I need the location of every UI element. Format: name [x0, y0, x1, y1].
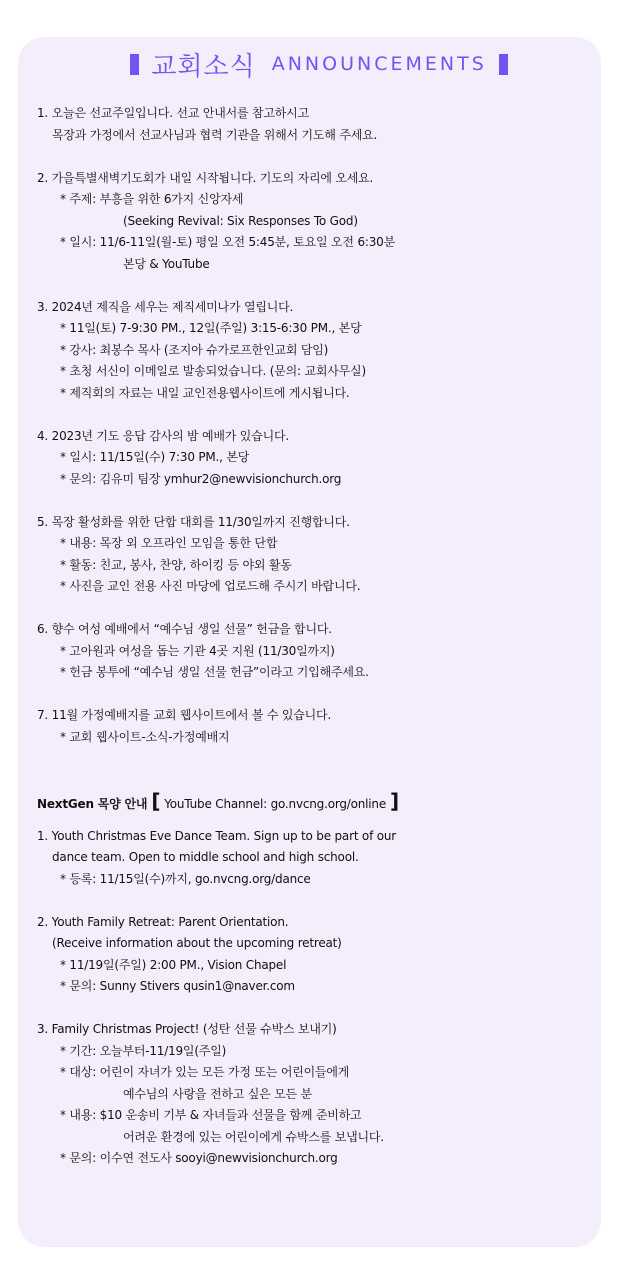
- announcement-line: * 사진을 교인 전용 사진 마당에 업로드해 주시기 바랍니다.: [60, 579, 361, 593]
- nextgen-item-2: [37, 912, 597, 998]
- nextgen-line: * 문의: 이수연 전도사 sooyi@newvisionchurch.org: [60, 1151, 338, 1165]
- announcement-item-3: [37, 297, 597, 405]
- announcement-line: (Seeking Revival: Six Responses To God): [123, 213, 358, 228]
- announcement-line: 본당 & YouTube: [123, 256, 210, 271]
- nextgen-line: * 내용: $10 운송비 기부 & 자녀들과 선물을 함께 준비하고: [60, 1108, 362, 1122]
- announcement-line: 5. 목장 활성화를 위한 단합 대회를 11/30일까지 진행합니다.: [37, 514, 350, 529]
- announcement-line: * 초청 서신이 이메일로 발송되었습니다. (문의: 교회사무실): [60, 364, 366, 378]
- announcement-item-1: [37, 103, 597, 146]
- announcement-line: 목장과 가정에서 선교사님과 협력 기관을 위해서 기도해 주세요.: [52, 127, 378, 142]
- announcement-item-7: [37, 705, 597, 748]
- nextgen-item-3: [37, 1019, 597, 1170]
- nextgen-line: 1. Youth Christmas Eve Dance Team. Sign up to be part of our: [37, 828, 396, 843]
- nextgen-line: 2. Youth Family Retreat: Parent Orientation.: [37, 914, 289, 929]
- announcement-item-5: [37, 512, 597, 598]
- announcement-line: * 제직회의 자료는 내일 교인전용웹사이트에 게시됩니다.: [60, 385, 350, 400]
- nextgen-line: * 대상: 어린이 자녀가 있는 모든 가정 또는 어린이들에게: [60, 1065, 350, 1079]
- nextgen-line: dance team. Open to middle school and high school.: [52, 850, 359, 864]
- nextgen-line: (Receive information about the upcoming retreat): [52, 936, 342, 950]
- announcement-list: [37, 103, 597, 1170]
- header-title-korean: 교회소식: [151, 51, 256, 82]
- announcement-line: * 일시: 11/15일(수) 7:30 PM., 본당: [60, 450, 250, 464]
- page-header: [0, 44, 638, 84]
- nextgen-line: * 등록: 11/15일(수)까지, go.nvcng.org/dance: [60, 871, 311, 886]
- header-bar-left: [130, 54, 139, 75]
- announcement-line: 6. 향수 여성 예배에서 “예수님 생일 선물” 헌금을 합니다.: [37, 622, 332, 636]
- announcement-line: 2. 가을특별새벽기도회가 내일 시작됩니다. 기도의 자리에 오세요.: [37, 170, 374, 185]
- nextgen-title: NextGen 목양 안내: [37, 797, 148, 811]
- announcement-line: * 고아원과 여성을 돕는 기관 4곳 지원 (11/30일까지): [60, 643, 335, 658]
- announcement-line: * 11일(토) 7-9:30 PM., 12일(주일) 3:15-6:30 PM., 본당: [60, 321, 362, 335]
- announcement-line: * 일시: 11/6-11일(월-토) 평일 오전 5:45분, 토요일 오전 6:30분: [60, 235, 395, 249]
- announcement-line: * 활동: 친교, 봉사, 찬양, 하이킹 등 야외 활동: [60, 557, 292, 572]
- nextgen-line: 3. Family Christmas Project! (성탄 선물 슈박스 보내기): [37, 1022, 337, 1036]
- nextgen-line: * 문의: Sunny Stivers qusin1@naver.com: [60, 979, 295, 993]
- announcement-line: * 교회 웹사이트-소식-가정예배지: [60, 729, 230, 744]
- header-title-english: ANNOUNCEMENTS: [271, 53, 487, 75]
- announcement-line: * 주제: 부흥을 위한 6가지 신앙자세: [60, 192, 244, 206]
- announcement-line: * 강사: 최봉수 목사 (조지아 슈가로프한인교회 담임): [60, 342, 329, 357]
- announcement-line: * 헌금 봉투에 “예수님 생일 선물 헌금”이라고 기입해주세요.: [60, 665, 369, 679]
- announcement-line: * 내용: 목장 외 오프라인 모임을 통한 단합: [60, 536, 278, 550]
- nextgen-heading: [37, 791, 597, 816]
- bracket-open: [: [151, 789, 161, 813]
- nextgen-line: 어려운 환경에 있는 어린이에게 슈박스를 보냅니다.: [123, 1129, 384, 1144]
- nextgen-line: * 11/19일(주일) 2:00 PM., Vision Chapel: [60, 957, 287, 972]
- announcement-line: 1. 오늘은 선교주일입니다. 선교 안내서를 참고하시고: [37, 106, 309, 120]
- announcement-item-6: [37, 619, 597, 684]
- bracket-close: ]: [390, 789, 399, 813]
- announcement-line: 3. 2024년 제직을 세우는 제직세미나가 열립니다.: [37, 299, 294, 314]
- header-bar-right: [499, 54, 508, 75]
- youtube-channel-text: YouTube Channel: go.nvcng.org/online: [164, 797, 387, 811]
- announcement-line: 4. 2023년 기도 응답 감사의 밤 예배가 있습니다.: [37, 428, 289, 443]
- nextgen-line: * 기간: 오늘부터-11/19일(주일): [60, 1043, 227, 1058]
- announcement-line: * 문의: 김유미 팀장 ymhur2@newvisionchurch.org: [60, 471, 342, 486]
- nextgen-item-1: [37, 826, 597, 891]
- nextgen-line: 예수님의 사랑을 전하고 싶은 모든 분: [123, 1086, 312, 1101]
- announcement-line: 7. 11월 가정예배지를 교회 웹사이트에서 볼 수 있습니다.: [37, 708, 332, 722]
- announcement-item-2: [37, 168, 597, 276]
- announcement-item-4: [37, 426, 597, 491]
